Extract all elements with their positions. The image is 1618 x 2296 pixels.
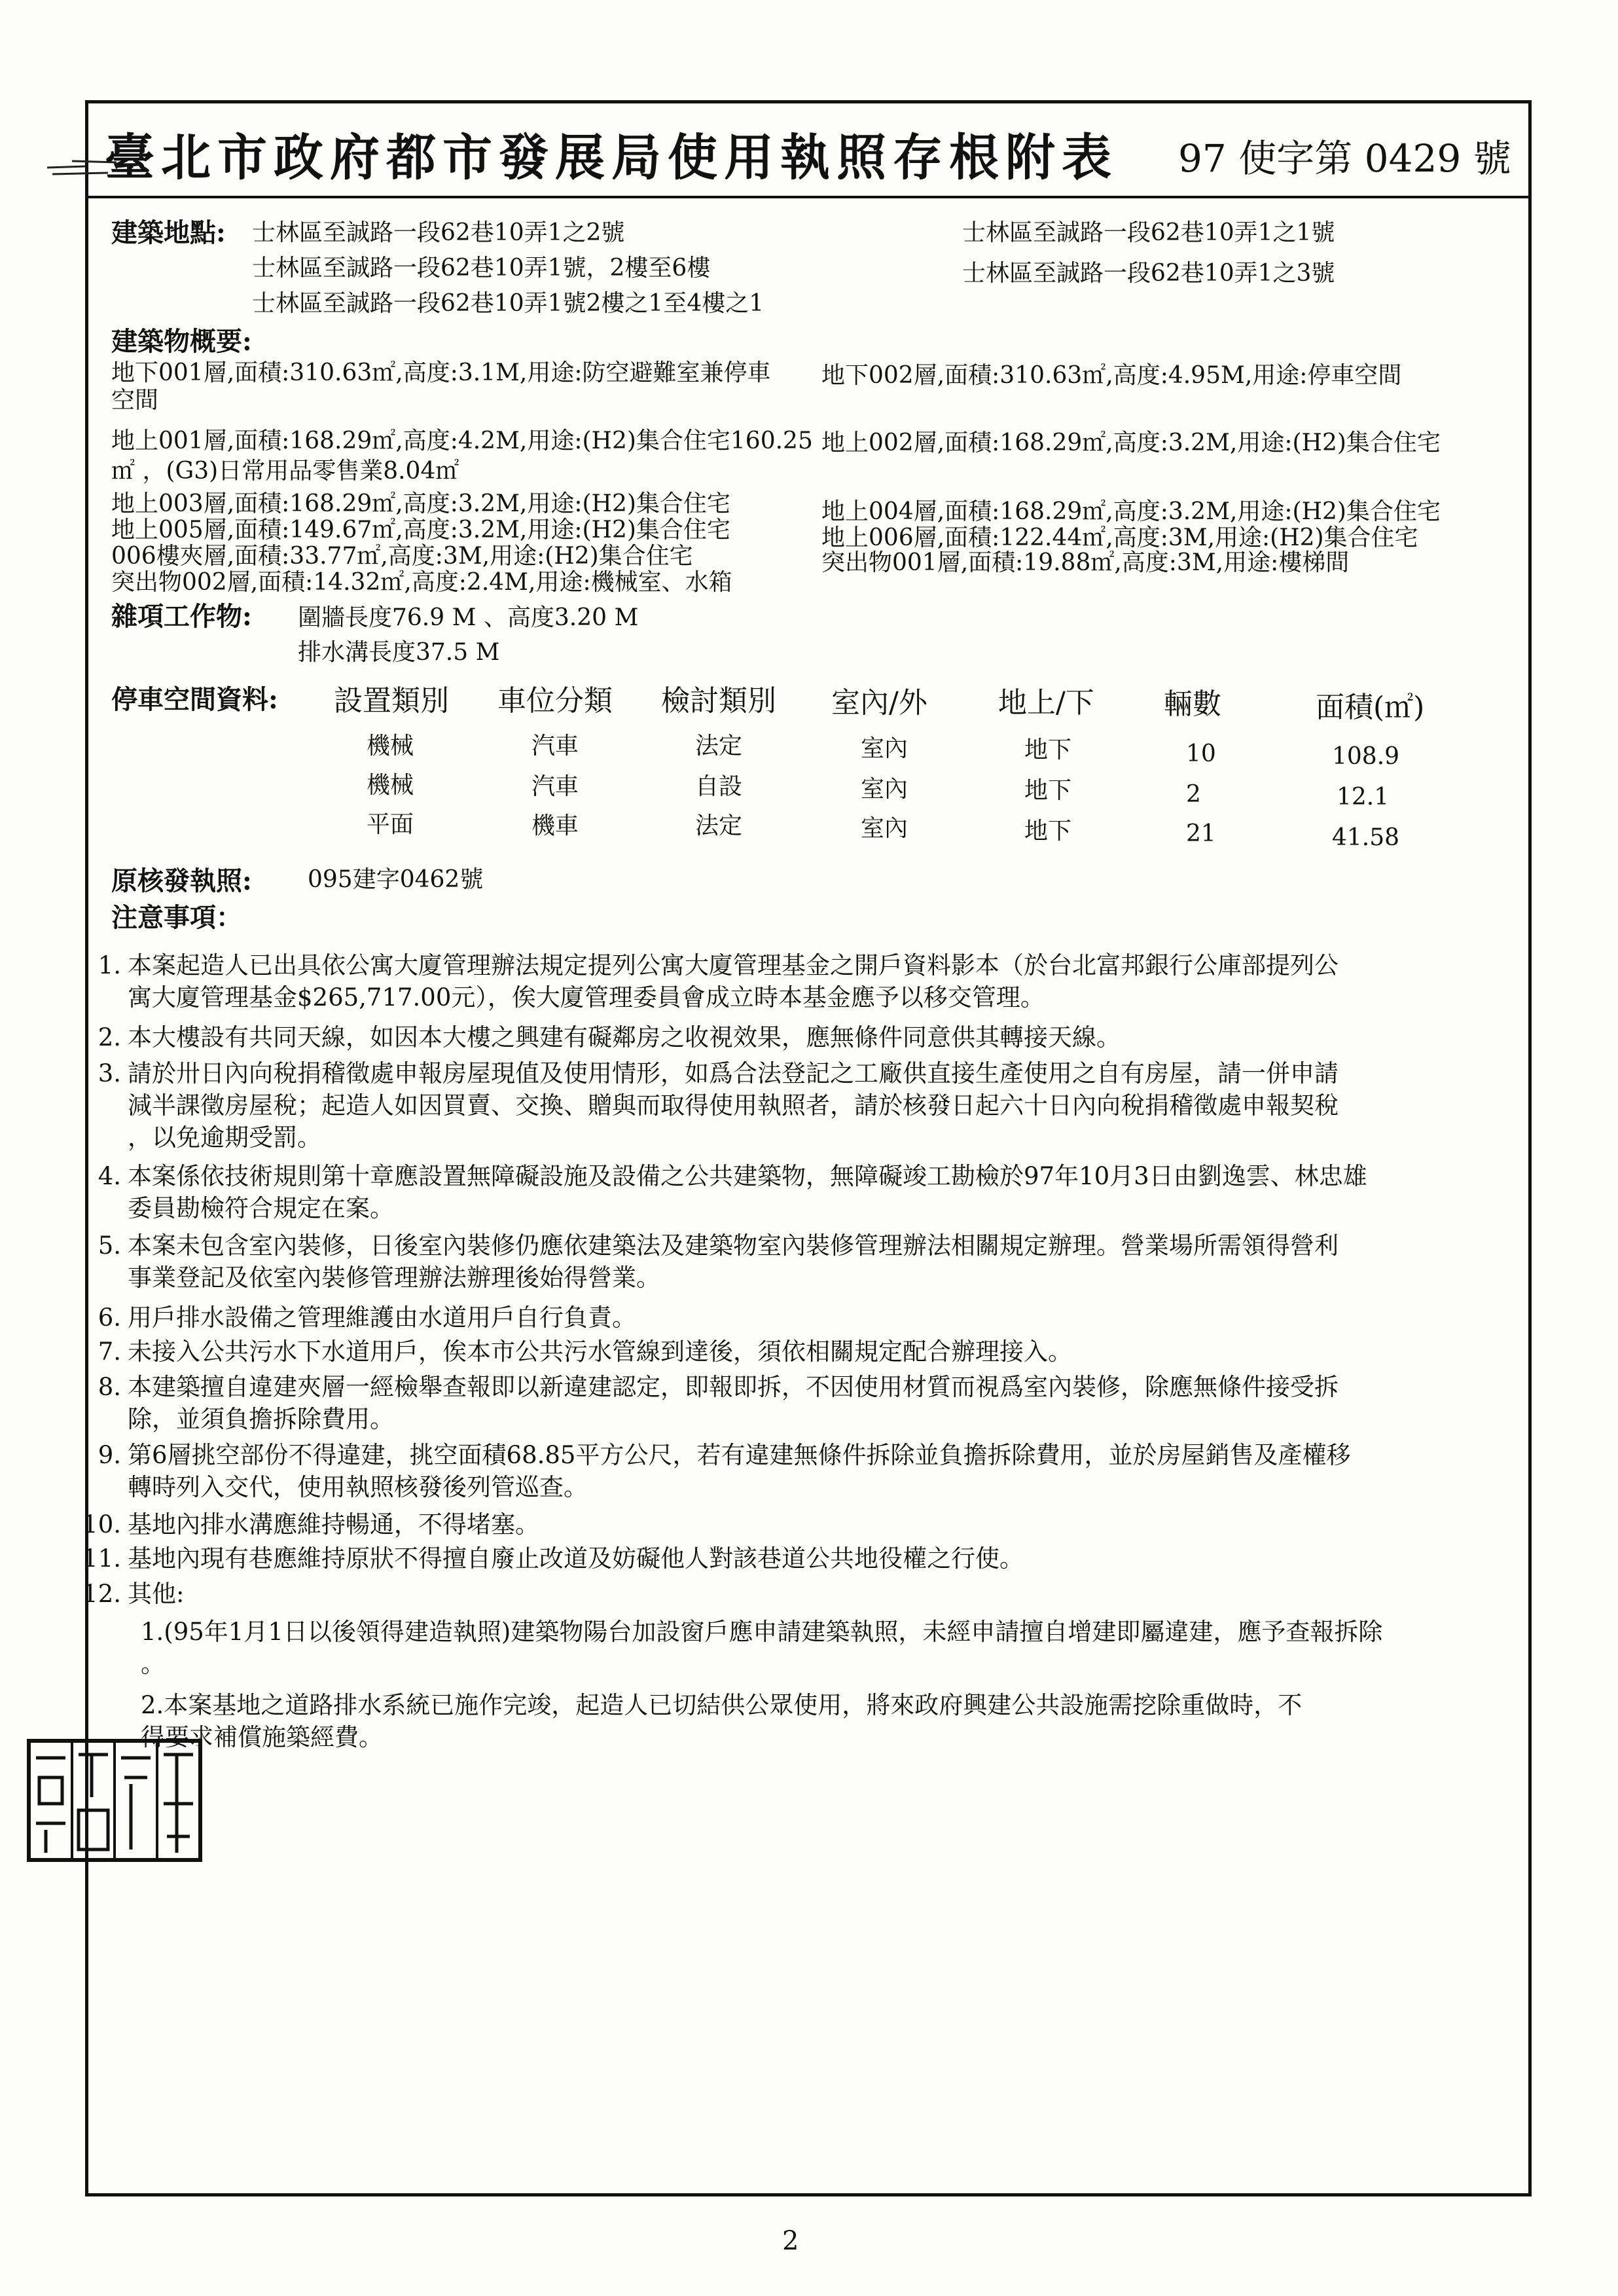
floor-line: 地上003層,面積:168.29㎡,高度:3.2M,用途:(H2)集合住宅 [111,490,730,517]
parking-header: 檢討類別 [661,684,776,718]
note-item [98,1160,1515,1224]
note-line: 基地內現有巷應維持原狀不得擅自廢止改道及妨礙他人對該巷道公共地役權之行使。 [128,1544,1024,1573]
note-line: 得要求補償施築經費。 [141,1723,383,1751]
floor-line: 006樓夾層,面積:33.77㎡,高度:3M,用途:(H2)集合住宅 [111,543,693,570]
floor-line: 地下002層,面積:310.63㎡,高度:4.95M,用途:停車空間 [821,362,1402,389]
note-item [98,1439,1515,1503]
parking-cell: 室內 [861,815,908,842]
overview-label: 建築物概要: [111,326,252,357]
note-number: 11. [82,1544,121,1573]
misc-line: 排水溝長度37.5 M [298,639,500,666]
note-line: 本案係依技術規則第十章應設置無障礙設施及設備之公共建築物，無障礙竣工勘檢於97年10月3日由劉逸雲、林忠雄 [128,1162,1367,1190]
note-item [98,1021,1515,1053]
note-line: 第6層挑空部份不得違建，挑空面積68.85平方公尺，若有違建無條件拆除並負擔拆除費用，並於房屋銷售及產權移 [128,1441,1351,1469]
note-item [98,1336,1515,1368]
parking-cell: 汽車 [531,773,579,800]
parking-cell: 法定 [695,733,743,759]
parking-cell: 12.1 [1337,784,1390,811]
parking-cell: 自設 [695,773,743,800]
parking-cell: 2 [1186,781,1201,808]
original-permit-label: 原核發執照: [111,866,252,896]
floor-line: 空間 [111,387,159,414]
note-item [82,1542,1515,1575]
note-number: 3. [98,1059,121,1087]
note-number: 5. [98,1231,121,1260]
location-label: 建築地點: [111,217,226,248]
floor-line: 地下001層,面積:310.63㎡,高度:3.1M,用途:防空避難室兼停車 [111,359,771,386]
note-line: 本建築擅自違建夾層一經檢舉查報即以新違建認定，即報即拆，不因使用材質而視爲室內裝修，除應無條件接受拆 [128,1373,1339,1401]
note-item [98,1302,1515,1334]
note-line: 本大樓設有共同天線，如因本大樓之興建有礙鄰房之收視效果，應無條件同意供其轉接天線。 [128,1023,1121,1051]
note-line: 委員勘檢符合規定在案。 [128,1194,394,1222]
note-item [98,1057,1515,1154]
parking-cell: 21 [1186,820,1216,847]
note-line: 請於卅日內向稅捐稽徵處申報房屋現值及使用情形，如爲合法登記之工廠供直接生產使用之自有房屋，請一併申請 [128,1059,1339,1087]
parking-header: 設置類別 [334,684,449,718]
note-line: 用戶排水設備之管理維護由水道用戶自行負責。 [128,1303,636,1332]
notes-label: 注意事項： [111,902,242,933]
note-line: 本案未包含室內裝修，日後室內裝修仍應依建築法及建築物室內裝修管理辦法相關規定辦理。營業場所需領得營利 [128,1231,1339,1260]
parking-cell: 法定 [695,812,743,839]
misc-line: 圍牆長度76.9 M 、高度3.20 M [298,604,639,631]
original-permit-value: 095建字0462號 [308,866,484,893]
note-number: 9. [98,1441,121,1469]
note-item [82,1578,1515,1610]
floor-line: 地上001層,面積:168.29㎡,高度:4.2M,用途:(H2)集合住宅160.25 [111,428,813,454]
floor-line: 地上006層,面積:122.44㎡,高度:3M,用途:(H2)集合住宅 [821,524,1418,551]
page-title: 臺北市政府都市發展局使用執照存根附表 [105,128,1118,187]
parking-cell: 汽車 [531,733,579,759]
note-line: 1.(95年1月1日以後領得建造執照)建築物陽台加設窗戶應申請建築執照，未經申請擅自增建即屬違建，應予查報拆除 [141,1618,1383,1646]
location-line: 士林區至誠路一段62巷10弄1之3號 [962,260,1335,287]
parking-cell: 地下 [1024,737,1072,763]
note-line: 基地內排水溝應維持暢通，不得堵塞。 [128,1510,539,1539]
parking-header: 輛數 [1164,687,1221,721]
note-line: 減半課徵房屋稅；起造人如因買賣、交換、贈與而取得使用執照者，請於核發日起六十日內向稅捐稽徵處申報契稅 [128,1091,1339,1120]
misc-label: 雜項工作物: [111,601,252,632]
floor-line: 地上002層,面積:168.29㎡,高度:3.2M,用途:(H2)集合住宅 [821,429,1441,456]
note-number: 6. [98,1303,121,1332]
parking-cell: 108.9 [1332,743,1400,770]
note-line: 其他: [128,1580,185,1608]
parking-cell: 地下 [1024,818,1072,845]
note-number: 12. [82,1580,121,1608]
note-number: 1. [98,951,121,979]
note-number: 7. [98,1338,121,1366]
permit-number: 97 使字第 0429 號 [1178,136,1511,181]
sub-note-item [141,1616,1522,1680]
page-number: 2 [782,2226,799,2256]
note-line: 本案起造人已出具依公寓大廈管理辦法規定提列公寓大廈管理基金之開戶資料影本（於台北富邦銀行公庫部提列公 [128,951,1339,979]
floor-line: 突出物002層,面積:14.32㎡,高度:2.4M,用途:機械室、水箱 [111,569,732,596]
location-line: 士林區至誠路一段62巷10弄1之2號 [252,219,625,246]
parking-cell: 室內 [861,776,908,803]
parking-cell: 機車 [531,812,579,839]
note-number: 8. [98,1373,121,1401]
parking-header: 面積(㎡) [1316,691,1425,724]
parking-cell: 41.58 [1332,824,1400,851]
note-line: 寓大廈管理基金$265,717.00元），俟大廈管理委員會成立時本基金應予以移交管理。 [128,983,1045,1011]
note-item [98,949,1515,1013]
parking-cell: 地下 [1024,777,1072,804]
parking-header: 室內/外 [831,686,927,720]
floor-line: 地上005層,面積:149.67㎡,高度:3.2M,用途:(H2)集合住宅 [111,517,730,543]
parking-cell: 機械 [367,733,414,759]
location-line: 士林區至誠路一段62巷10弄1號2樓之1至4樓之1 [252,290,764,317]
note-number: 10. [82,1510,121,1539]
note-line: 轉時列入交代，使用執照核發後列管巡查。 [128,1473,588,1501]
note-item [98,1230,1515,1294]
official-seal-icon [26,1738,203,1863]
note-line: 2.本案基地之道路排水系統已施作完竣，起造人已切結供公眾使用，將來政府興建公共設施需挖除重做時，不 [141,1691,1303,1719]
parking-cell: 平面 [367,811,414,838]
floor-line: ㎡ ，(G3)日常用品零售業8.04㎡ [111,458,459,484]
note-line: 未接入公共污水下水道用戶，俟本市公共污水管線到達後，須依相關規定配合辦理接入。 [128,1338,1072,1366]
location-line: 士林區至誠路一段62巷10弄1之1號 [962,219,1335,246]
note-number: 2. [98,1023,121,1051]
note-item [82,1508,1515,1540]
note-item [98,1371,1515,1435]
sub-note-item [141,1689,1522,1753]
parking-label: 停車空間資料: [111,684,278,715]
parking-cell: 10 [1186,740,1216,767]
note-line: ，以免逾期受罰。 [128,1123,321,1152]
floor-line: 突出物001層,面積:19.88㎡,高度:3M,用途:樓梯間 [821,549,1350,576]
parking-header: 地上/下 [998,686,1094,720]
note-line: 。 [141,1650,165,1678]
note-number: 4. [98,1162,121,1190]
location-line: 士林區至誠路一段62巷10弄1號，2樓至6樓 [252,255,711,282]
note-line: 除，並須負擔拆除費用。 [128,1405,394,1433]
floor-line: 地上004層,面積:168.29㎡,高度:3.2M,用途:(H2)集合住宅 [821,498,1441,525]
parking-cell: 機械 [367,772,414,799]
note-line: 事業登記及依室內裝修管理辦法辦理後始得營業。 [128,1264,660,1292]
parking-cell: 室內 [861,735,908,762]
parking-header: 車位分類 [497,684,613,718]
